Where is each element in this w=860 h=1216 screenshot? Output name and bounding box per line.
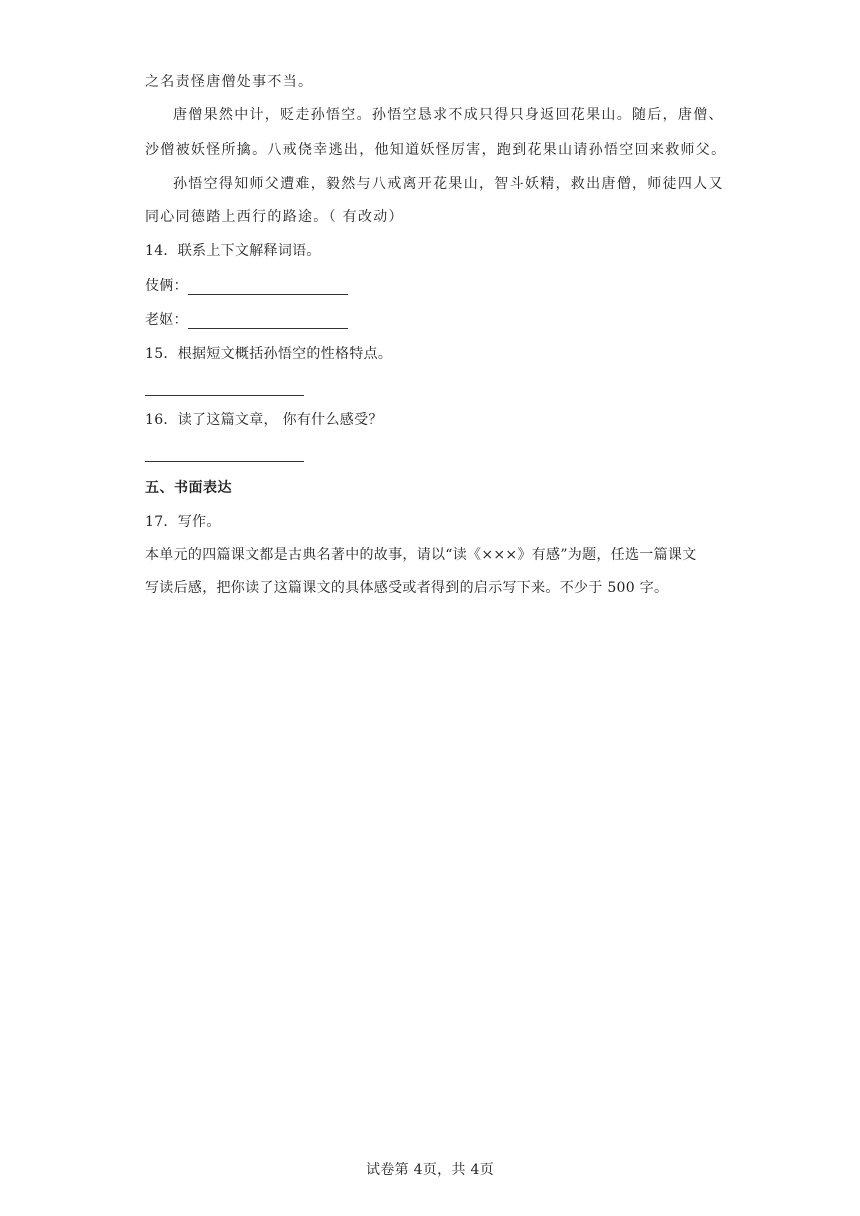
writing-instruction-line-2: 写读后感，把你读了这篇课文的具体感受或者得到的启示写下来。不少于 500 字。 [145, 580, 669, 596]
term-1-answer-blank[interactable] [188, 276, 348, 295]
passage-line-2: 唐僧果然中计，贬走孙悟空。孙悟空恳求不成只得只身返回花果山。随后，唐僧、 [173, 107, 724, 123]
page-footer: 试卷第 4页，共 4页 [365, 1162, 494, 1178]
section-5-title: 五、书面表达 [145, 480, 232, 496]
writing-instruction-line-1: 本单元的四篇课文都是古典名著中的故事，请以“读《×××》有感”为题，任选一篇课文 [145, 547, 697, 563]
question-14-term-2-row [145, 310, 348, 332]
term-2-answer-blank[interactable] [188, 310, 348, 329]
passage-line-3: 沙僧被妖怪所擒。八戒侥幸逃出，他知道妖怪厉害，跑到花果山请孙悟空回来救师父。 [145, 142, 727, 158]
question-16-answer-line[interactable] [145, 461, 304, 462]
term-2-label: 老妪： [145, 312, 188, 328]
passage-line-5: 同心同德踏上西行的路途。（ 有改动） [145, 209, 404, 225]
passage-line-4: 孙悟空得知师父遭难，毅然与八戒离开花果山，智斗妖精，救出唐僧，师徒四人又 [173, 176, 724, 192]
question-17-prompt: 17．写作。 [145, 514, 221, 530]
question-15-prompt: 15．根据短文概括孙悟空的性格特点。 [145, 346, 393, 362]
question-14-term-1-row [145, 276, 348, 298]
passage-line-1: 之名责怪唐僧处事不当。 [145, 74, 314, 90]
question-14-prompt: 14．联系上下文解释词语。 [145, 243, 321, 259]
question-15-answer-line[interactable] [145, 395, 304, 396]
question-16-prompt: 16．读了这篇文章， 你有什么感受？ [145, 412, 383, 428]
term-1-label: 伎俩： [145, 278, 188, 294]
